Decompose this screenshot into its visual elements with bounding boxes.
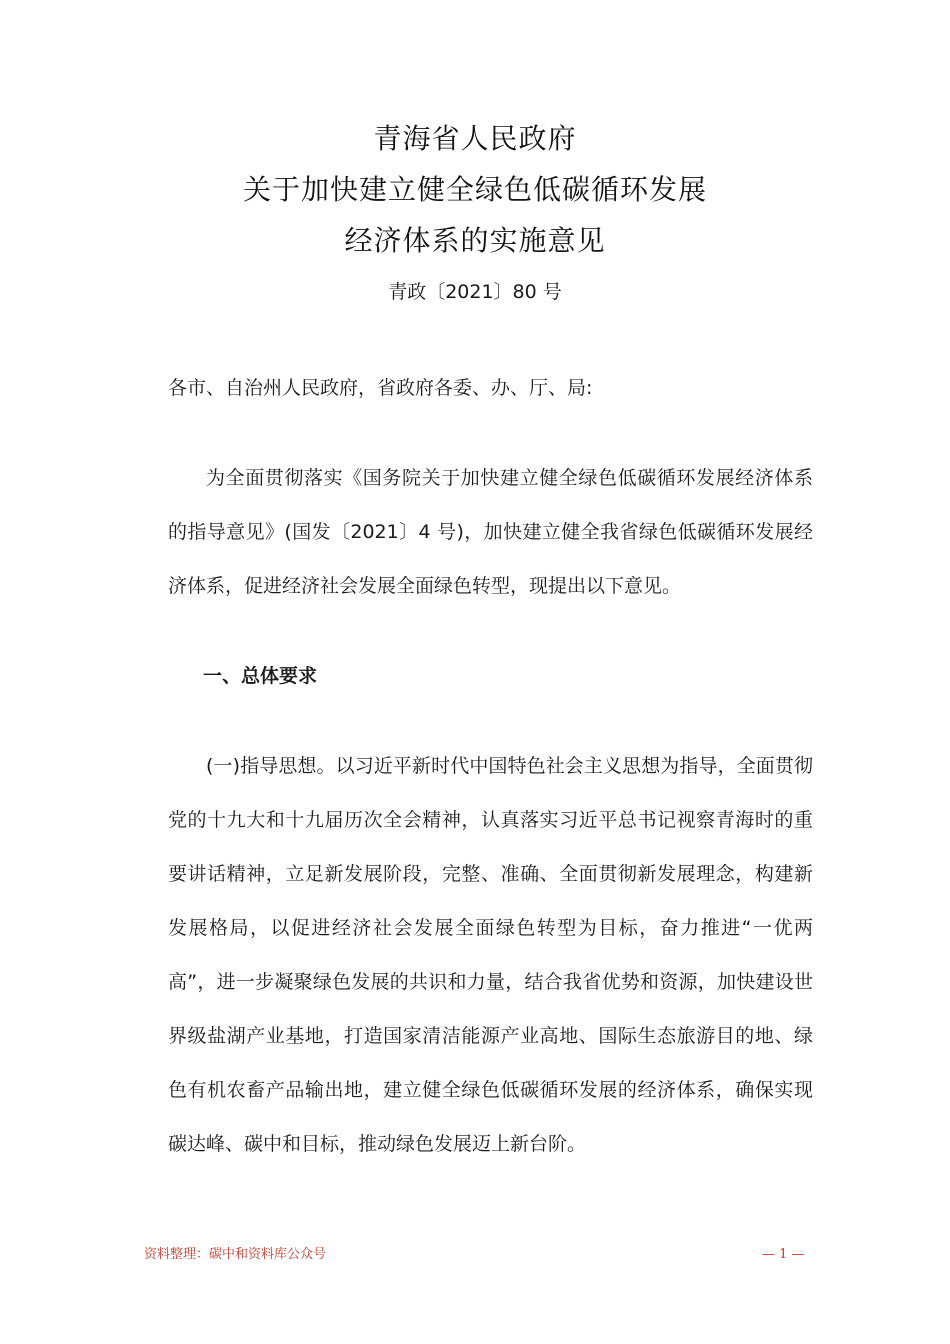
guiding-ideology-paragraph: (一)指导思想。以习近平新时代中国特色社会主义思想为指导，全面贯彻党的十九大和十九届历次全会精神，认真落实习近平总书记视察青海时的重要讲话精神，立足新发展阶段，完整、准确、全面贯彻新发展理念，构建新发展格局，以促进经济社会发展全面绿色转型为目标，奋力推进“一优两高”，进一步凝聚绿色发展的共识和力量，结合我省优势和资源，加快建设世界级盐湖产业基地，打造国家清洁能源产业高地、国际生态旅游目的地、绿色有机农畜产品输出地，建立健全绿色低碳循环发展的经济体系，确保实现碳达峰、碳中和目标，推动绿色发展迈上新台阶。 xyxy=(168,755,813,1155)
section-heading: 一、总体要求 xyxy=(203,665,318,687)
intro-paragraph: 为全面贯彻落实《国务院关于加快建立健全绿色低碳循环发展经济体系的指导意见》(国发〔2021〕4 号)，加快建立健全我省绿色低碳循环发展经济体系，促进经济社会发展全面绿色转型，现提出以下意见。 xyxy=(168,467,813,597)
salutation: 各市、自治州人民政府，省政府各委、办、厅、局: xyxy=(168,377,593,399)
document-number: 青政〔2021〕80 号 xyxy=(388,281,562,303)
document-title-line-2: 关于加快建立健全绿色低碳循环发展 xyxy=(242,173,707,206)
page-number: — 1 — xyxy=(762,1247,805,1262)
footer-source: 资料整理：碳中和资料库公众号 xyxy=(144,1247,327,1262)
document-title-line-3: 经济体系的实施意见 xyxy=(344,224,606,257)
document-title-line-1: 青海省人民政府 xyxy=(373,122,577,155)
